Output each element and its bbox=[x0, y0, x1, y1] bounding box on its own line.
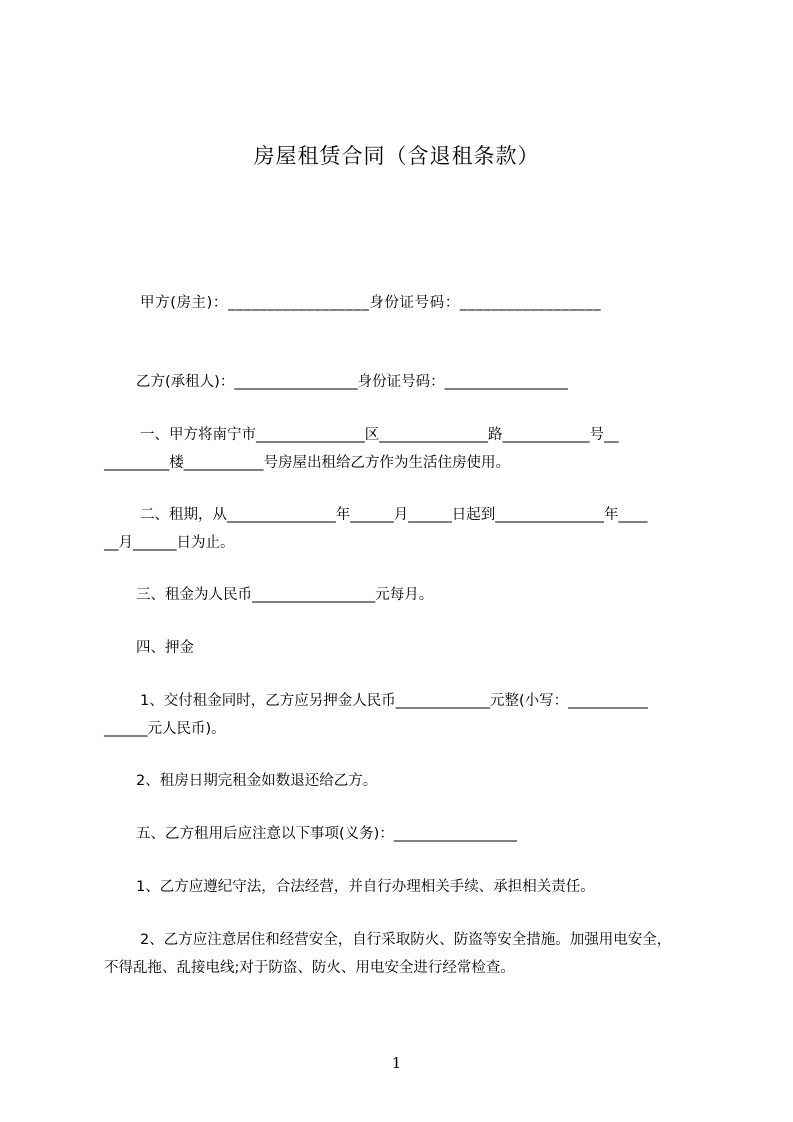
clause-4-1-line-2: ______元人民币)。 bbox=[104, 721, 226, 737]
clause-5-2-line-1: 2、乙方应注意居住和经营安全，自行采取防火、防盗等安全措施。加强用电安全， bbox=[140, 932, 672, 948]
clause-2-line-2: __月______日为止。 bbox=[104, 535, 235, 551]
clause-5-heading: 五、乙方租用后应注意以下事项(义务)：_________________ bbox=[136, 826, 518, 842]
clause-4-1-line-1: 1、交付租金同时，乙方应另押金人民币_____________元整(小写：___________ bbox=[140, 693, 648, 709]
party-a-line: 甲方(房主)：__________________身份证号码：__________________ bbox=[140, 295, 602, 311]
document-title: 房屋租赁合同（含退租条款） bbox=[253, 144, 540, 168]
clause-1-line-1: 一、甲方将南宁市_______________区_______________路____________号__ bbox=[140, 427, 619, 443]
clause-1-line-2: _________楼___________号房屋出租给乙方作为生活住房使用。 bbox=[104, 455, 510, 471]
page-number: 1 bbox=[391, 1054, 402, 1072]
clause-4-heading: 四、押金 bbox=[136, 640, 194, 656]
clause-4-2-line: 2、租房日期完租金如数退还给乙方。 bbox=[136, 773, 378, 789]
party-b-line: 乙方(承租人)：_________________身份证号码：_________________ bbox=[136, 374, 568, 390]
clause-5-2-line-2: 不得乱拖、乱接电线;对于防盗、防火、用电安全进行经常检查。 bbox=[104, 960, 515, 976]
clause-3-line: 三、租金为人民币_________________元每月。 bbox=[136, 587, 434, 603]
clause-2-line-1: 二、租期，从_______________年______月______日起到_______________年____ bbox=[140, 507, 648, 523]
clause-5-1-line: 1、乙方应遵纪守法，合法经营，并自行办理相关手续、承担相关责任。 bbox=[136, 879, 595, 895]
